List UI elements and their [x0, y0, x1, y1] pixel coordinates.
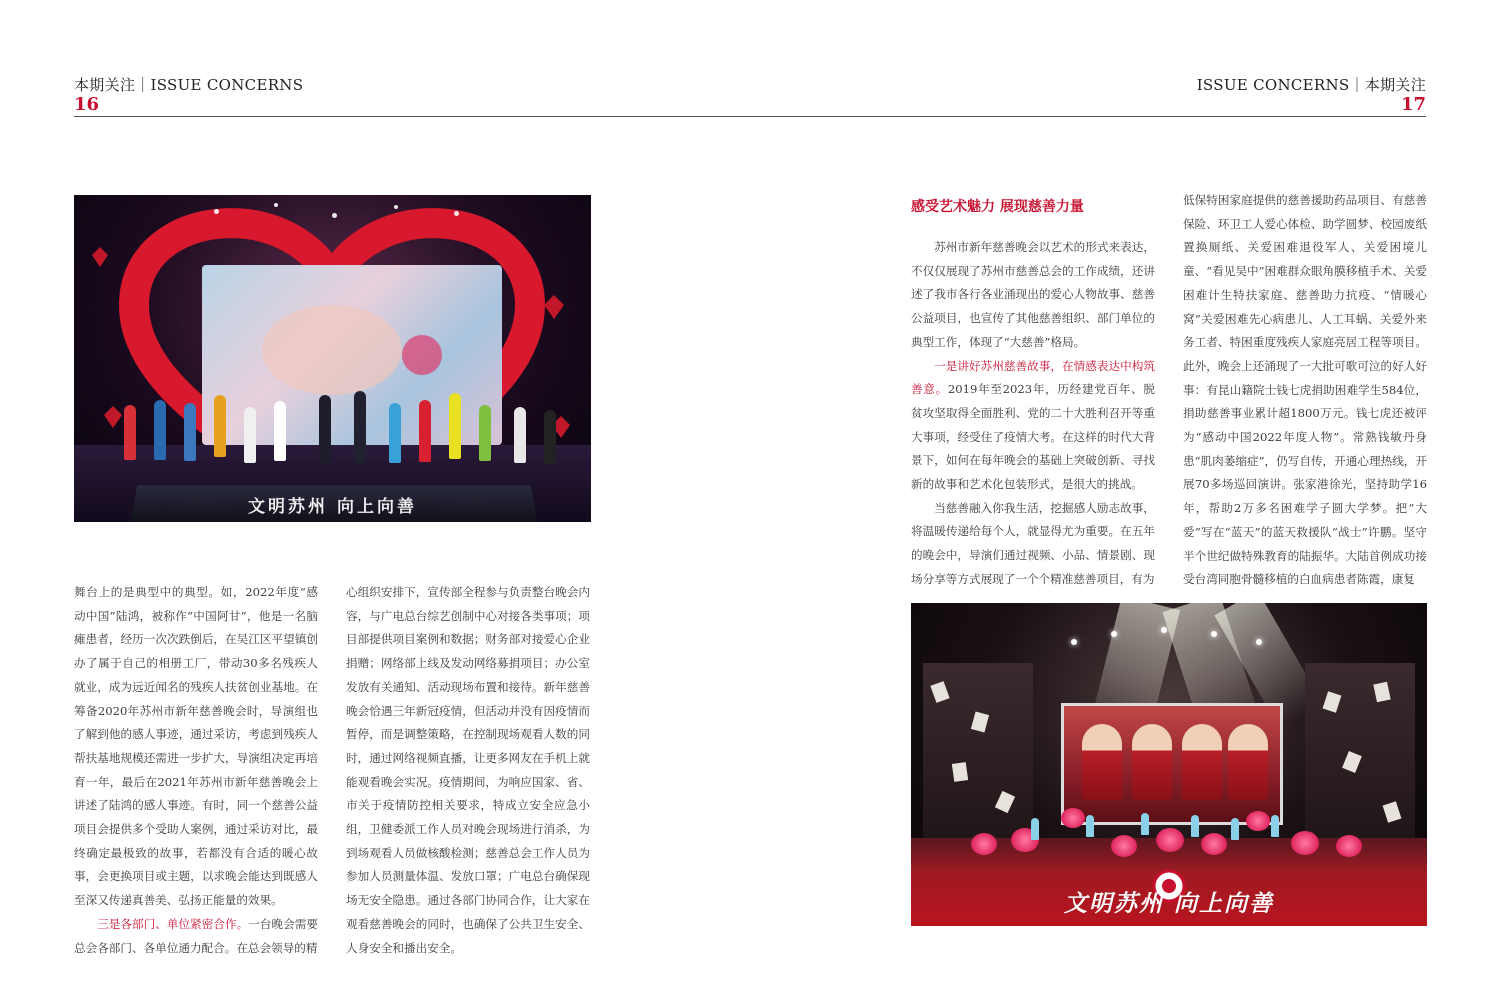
paragraph: 当慈善融入你我生活，挖掘感人励志故事，将温暖传递给每个人，就显得尤为重要。在五年的晚会中，导演们通过视频、小品、情景剧、现场分享等方式展现了一个个精准慈善项目，有为	[911, 500, 1155, 586]
led-screen	[1061, 703, 1283, 825]
section-title: 感受艺术魅力 展现慈善力量	[911, 199, 1084, 215]
text-column-4	[1183, 189, 1427, 592]
stage-light	[454, 211, 459, 216]
performer	[214, 395, 226, 457]
paragraph: 心组织安排下，宣传部全程参与负责整台晚会内容，与广电总台综艺创制中心对接各类事项；项目部提供项目案例和数据；财务部对接爱心企业捐赠；网络部上线及发动网络募捐项目；办公室发放有关通知、活动现场布置和接待。新年慈善晚会恰遇三年新冠疫情，但活动并没有因疫情而暂停，而是调整策略，在控制现场观看人数的同时，通过网络视频直播，让更多网友在手机上就能观看晚会实况。疫情期间，为响应国家、省、市关于疫情防控相关要求，特成立安全应急小组，卫健委派工作人员对晚会现场进行消杀，为到场观看人员做核酸检测；慈善总会工作人员为参加人员测量体温、发放口罩；广电总台确保现场无安全隐患。通过各部门协同合作，让大家在观看慈善晚会的同时，也确保了公共卫生安全、人身安全和播出安全。	[346, 585, 590, 955]
paper-graphic	[1323, 691, 1342, 712]
paper-graphic	[1342, 751, 1362, 773]
paper-graphic	[971, 711, 989, 732]
performer	[124, 405, 136, 460]
performer	[419, 400, 431, 462]
performer	[184, 403, 196, 461]
child-singer	[1182, 724, 1222, 800]
screen-image-hands	[262, 305, 402, 395]
performer	[389, 403, 401, 463]
child-singer	[1132, 724, 1172, 800]
spotlight	[1071, 639, 1077, 645]
running-header-right: ISSUE CONCERNS｜本期关注	[1196, 76, 1426, 94]
performer	[154, 400, 166, 460]
dancer	[1086, 815, 1094, 837]
spotlight	[1211, 631, 1217, 637]
flower-prop	[1061, 808, 1085, 828]
stage-light	[274, 203, 278, 207]
flower-prop	[1156, 828, 1184, 852]
performer	[479, 405, 491, 461]
paper-graphic	[1383, 801, 1402, 822]
highlight-lead: 一是讲好苏州慈善故事，在情感表达中构筑善意。	[911, 358, 1155, 397]
header-rule	[74, 116, 1426, 117]
performer	[244, 407, 256, 463]
side-screen-right	[1305, 663, 1415, 853]
flower-prop	[1291, 831, 1319, 855]
paper-graphic	[952, 762, 968, 782]
paragraph: 苏州市新年慈善晚会以艺术的形式来表达，不仅仅展现了苏州市慈善总会的工作成绩，还讲述了我市各行各业涌现出的爱心人物故事、慈善公益项目，也宣传了其他慈善组织、部门单位的典型工作，体现了“大慈善”格局。	[911, 240, 1155, 349]
paragraph-body: 2019年至2023年，历经建党百年、脱贫攻坚取得全面胜利、党的二十大胜利召开等重大事项，经受住了疫情大考。在这样的时代大背景下，如何在每年晚会的基础上突破创新、寻找新的故事和艺术化包装形式，是很大的挑战。	[911, 382, 1155, 492]
performer	[274, 401, 286, 461]
paragraph	[911, 355, 1155, 497]
flower-prop	[1111, 835, 1137, 857]
stage-photo-left	[74, 195, 591, 522]
paragraph-body: 一台晚会需要总会各部门、各单位通力配合。在总会领导的精	[74, 916, 318, 955]
text-column-3	[911, 236, 1155, 592]
spotlight	[1111, 631, 1117, 637]
flower-prop	[971, 833, 997, 855]
stage-banner-text: 文明苏州 向上向善	[248, 497, 417, 517]
dancer	[1271, 815, 1279, 837]
flower-prop	[1336, 835, 1362, 857]
dancer	[1191, 815, 1199, 837]
spotlight	[1161, 627, 1167, 633]
highlight-lead: 三是各部门、单位紧密合作。	[97, 916, 249, 931]
paper-graphic	[1373, 682, 1390, 703]
paragraph: 低保特困家庭提供的慈善援助药品项目、有慈善保险、环卫工人爱心体检、助学圆梦、校园废纸置换厕纸、关爱困难退役军人、关爱困境儿童、“看见吴中”困难群众眼角膜移植手术、关爱困难计生特扶家庭、慈善助力抗疫、“情暖心窝”关爱困难先心病患儿、人工耳蜗、关爱外来务工者、特困重度残疾人家庭亮居工程等项目。此外，晚会上还涌现了一大批可歌可泣的好人好事：有昆山籍院士钱七虎捐助困难学生584位，捐助慈善事业累计超1800万元。钱七虎还被评为“感动中国2022年度人物”。常熟钱敏丹身患“肌肉萎缩症”，仍写自传，开通心理热线，开展70多场巡回演讲。张家港徐光，坚持助学16年，帮助2万多名困难学子圆大学梦。把“大爱”写在“蓝天”的蓝天救援队“战士”许鹏。坚守半个世纪做特殊教育的陆振华。大陆首例成功接受台湾同胞骨髓移植的白血病患者陈霞，康复	[1183, 193, 1427, 587]
dancer	[1231, 818, 1239, 840]
stage-light	[394, 205, 398, 209]
spotlight	[1256, 639, 1262, 645]
paragraph: 舞台上的是典型中的典型。如，2022年度“感动中国”陆鸿，被称作“中国阿甘”，他是一名脑瘫患者，经历一次次跌倒后，在吴江区平望镇创办了属于自己的相册工厂，带动30多名残疾人就业，成为远近闻名的残疾人扶贫创业基地。在筹备2020年苏州市新年慈善晚会时，导演组也了解到他的感人事迹，通过采访，考虑到残疾人帮扶基地规模还需进一步扩大，导演组决定再培育一年，最后在2021年苏州市新年慈善晚会上讲述了陆鸿的感人事迹。有时，同一个慈善公益项目会提供多个受助人案例，通过采访对比，最终确定最极致的故事，若都没有合适的暖心故事，会更换项目或主题，以求晚会能达到既感人至深又传递真善美、弘扬正能量的效果。	[74, 585, 318, 908]
dancer	[1031, 818, 1039, 840]
paragraph	[74, 913, 318, 960]
text-column-2	[346, 581, 590, 960]
performer	[544, 410, 556, 464]
paper-graphic	[995, 791, 1015, 813]
stage-banner-text: 文明苏州 向上向善	[1063, 891, 1274, 917]
paper-graphic	[930, 681, 949, 703]
running-header-left: 本期关注｜ISSUE CONCERNS	[74, 76, 304, 94]
performer	[354, 391, 366, 463]
child-singer	[1228, 724, 1268, 800]
flower-prop	[1246, 811, 1270, 831]
stage-light	[332, 213, 337, 218]
text-column-1	[74, 581, 318, 960]
screen-image-bracelet	[402, 335, 442, 375]
stage-photo-right	[911, 603, 1427, 926]
flower-prop	[1201, 833, 1227, 855]
performer	[449, 393, 461, 459]
page-number-left: 16	[74, 94, 100, 115]
performer	[514, 407, 526, 463]
child-singer	[1082, 724, 1122, 800]
page-number-right: 17	[1400, 94, 1426, 115]
dancer	[1141, 813, 1149, 835]
performer	[319, 395, 331, 463]
stage-light	[214, 209, 219, 214]
side-screen-left	[923, 663, 1033, 853]
